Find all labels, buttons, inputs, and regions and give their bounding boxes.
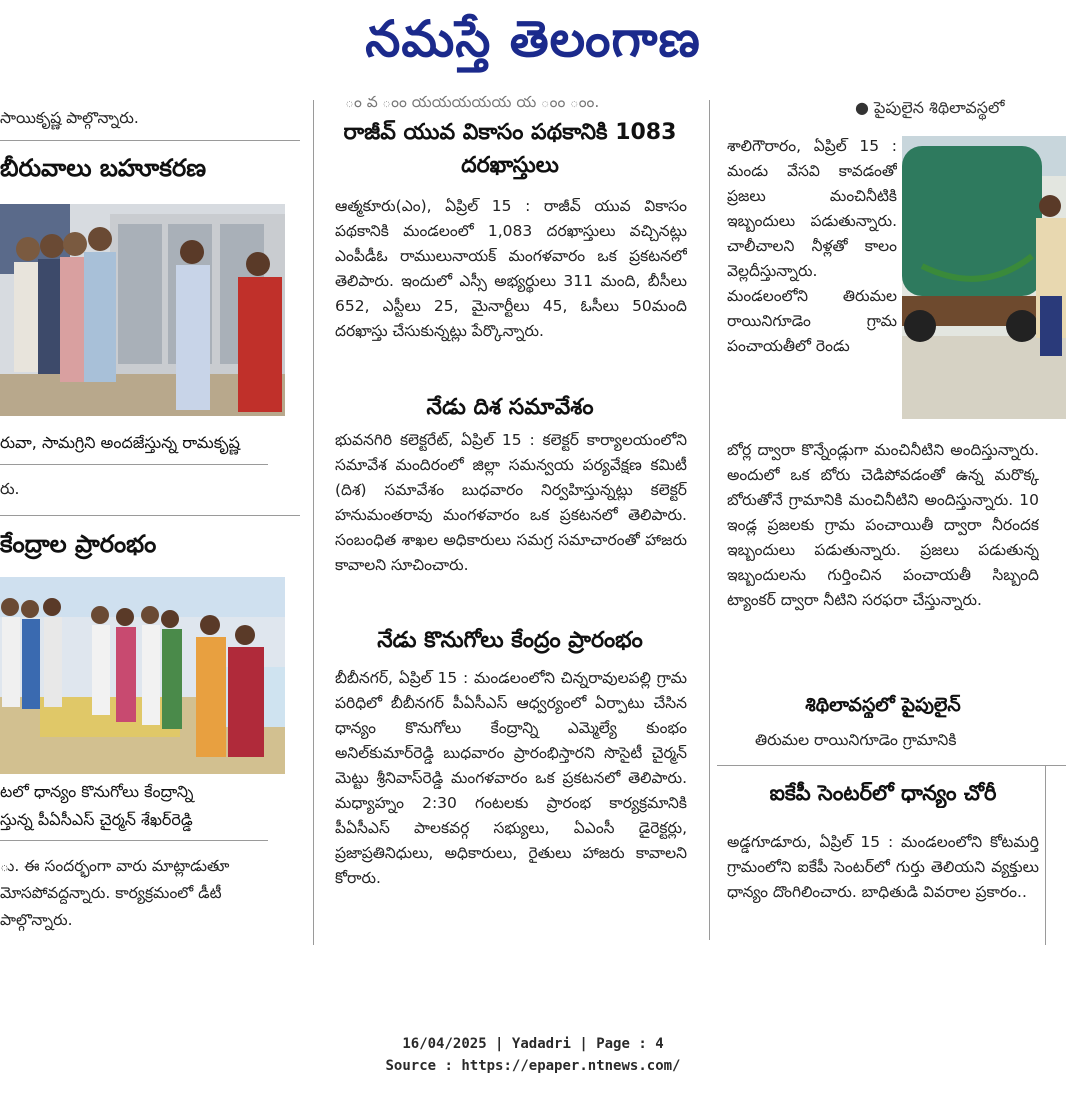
left-body-end-2: మోసపోవద్దన్నారు. కార్యక్రమంలో డీటీ: [0, 884, 222, 902]
right-edge-rule: [1045, 765, 1046, 945]
right-bullet-head-text: పైపులైన శిథిలావస్థలో: [874, 98, 1005, 117]
left-caption-2b: స్తున్న పీఏసీఎస్ చైర్మన్ శేఖర్‌రెడ్డి: [0, 810, 193, 829]
right-rule-1: [717, 765, 1066, 766]
footer-source: Source : https://epaper.ntnews.com/: [385, 1058, 681, 1074]
right-subhead-body: తిరుమల రాయినిగూడెం గ్రామానికి: [755, 731, 957, 749]
left-rule-2: [0, 464, 268, 465]
left-body-end-3: పాల్గొన్నారు.: [0, 911, 73, 929]
left-caption-1: రువా, సామగ్రిని అందజేస్తున్న రామకృష్ణ: [0, 433, 240, 452]
footer-date-page: 16/04/2025 | Yadadri | Page : 4: [402, 1036, 664, 1052]
left-headline-2: కేంద్రాల ప్రారంభం: [0, 530, 157, 558]
left-headline-1: బీరువాలు బహూకరణ: [0, 154, 207, 182]
right-subhead: శిథిలావస్థలో పైపులైన్: [805, 694, 961, 716]
right-body-2: అడ్డగూడూరు, ఏప్రిల్ 15 : మండలంలోని కోటమర్తి గ్రామంలోని ఐకేపీ సెంటర్‌లో గుర్తు తెలియని వ్యక్తులు ధాన్యం దొంగిలించారు. బాధితుడి వివరాల ప్రకారం..: [727, 833, 1039, 901]
left-rule-4: [0, 840, 268, 841]
left-caption-2a: టలో ధాన్యం కొనుగోలు కేంద్రాన్ని: [0, 782, 194, 801]
photo-cupboard-handover: [0, 204, 285, 416]
mid-body-3: బీబీనగర్, ఏప్రిల్ 15 : మండలంలోని చిన్నరావులపల్లి గ్రామ పరిధిలో బీబీనగర్ పీఏసీఎస్ ఆధ్వర్యంలో ఏర్పాటు చేసిన ధాన్యం కొనుగోలు కేంద్రాన్ని ఎమ్మెల్యే కుంభం అనిల్‌కుమార్‌రెడ్డి బుధవారం ప్రారంభిస్తారని సొసైటీ చైర్మన్ మెట్టు శ్రీనివాస్‌రెడ్డి మంగళవారం ఒక ప్రకటనలో తెలిపారు. మధ్యాహ్నం 2:30 గంటలకు ప్రారంభ కార్యక్రమానికి పీఏసీఎస్ పాలకవర్గ సభ్యులు, ఏఎంసీ డైరెక్టర్లు, ప్రజాప్రతినిధులు, అధికారులు, రైతులు హాజరు కావాలని కోరారు.: [335, 669, 687, 887]
mid-headline-1: రాజీవ్ యువ వికాసం పథకానికి 1083 దరఖాస్తులు: [343, 120, 677, 178]
masthead-title: నమస్తే తెలంగాణ: [365, 10, 701, 68]
left-fragment-2: రు.: [0, 480, 20, 498]
right-body-narrow: శాలిగౌరారం, ఏప్రిల్ 15 : మండు వేసవి కావడంతో ప్రజలు మంచినీటికి ఇబ్బందులు పడుతున్నారు. చాలీచాలని నీళ్లతో కాలం వెల్లదీస్తున్నారు. మండలంలోని తిరుమల రాయినిగూడెం గ్రామ పంచాయతీలో రెండు: [727, 137, 897, 355]
photo-paddy-centre: [0, 577, 285, 774]
mid-body-1: ఆత్మకూరు(ఎం), ఏప్రిల్ 15 : రాజీవ్ యువ వికాసం పథకానికి మండలంలో 1,083 దరఖాస్తులు వచ్చినట్లు ఎంపీడీఓ రాములునాయక్ మంగళవారం ఒక ప్రకటనలో తెలిపారు. ఇందులో ఎస్సీ అభ్యర్థులు 311 మంది, బీసీలు 652, ఎస్టీలు 25, మైనార్టీలు 45, ఓసీలు 50మంది దరఖాస్తు చేసుకున్నట్లు పేర్కొన్నారు.: [335, 197, 687, 340]
left-body-end-1: ు. ఈ సందర్భంగా వారు మాట్లాడుతూ: [0, 857, 230, 875]
right-body-wide: బోర్ల ద్వారా కొన్నేండ్లుగా మంచినీటిని అందిస్తున్నారు. అందులో ఒక బోరు చెడిపోవడంతో ఉన్న మరొక్క బోరుతోనే గ్రామానికి మంచినీటిని అందిస్తున్నారు. 10 ఇండ్ల ప్రజలకు గ్రామ పంచాయితీ ద్వారా నీరందక ఇబ్బందులు పడుతున్నారు. ప్రజలు పడుతున్న ఇబ్బందులను గుర్తించిన పంచాయతీ సిబ్బంది ట్యాంకర్ ద్వారా నీటిని సరఫరా చేస్తున్నారు.: [727, 441, 1039, 609]
mid-body-2: భువనగిరి కలెక్టరేట్, ఏప్రిల్ 15 : కలెక్టర్ కార్యాలయంలోని సమావేశ మందిరంలో జిల్లా సమన్వయ పర్యవేక్షణ కమిటీ (దిశ) సమావేశం బుధవారం నిర్వహిస్తున్నట్లు కలెక్టర్ హనుమంతరావు మంగళవారం ఒక ప్రకటనలో తెలిపారు. సంబంధిత శాఖల అధికారులు సమగ్ర సమాచారంతో హాజరు కావాలని సూచించారు.: [335, 431, 687, 574]
mid-headline-2: నేడు దిశ సమావేశం: [426, 395, 594, 420]
left-rule-1: [0, 140, 300, 141]
mid-headline-3: నేడు కొనుగోలు కేంద్రం ప్రారంభం: [377, 628, 643, 653]
mid-top-fragment: ం వ ంం యయయయయ య ంం ంం.: [345, 93, 600, 111]
right-headline-2: ఐకేపీ సెంటర్‌లో ధాన్యం చోరీ: [769, 781, 997, 805]
left-rule-3: [0, 515, 300, 516]
bullet-icon: ●: [855, 98, 875, 117]
column-divider-left: [313, 100, 314, 945]
right-bullet-head: [855, 98, 1066, 121]
column-divider-right: [709, 100, 710, 940]
left-top-fragment: సాయికృష్ణ పాల్గొన్నారు.: [0, 109, 139, 127]
photo-water-tanker: [902, 136, 1066, 419]
page-footer: [0, 1033, 1066, 1077]
